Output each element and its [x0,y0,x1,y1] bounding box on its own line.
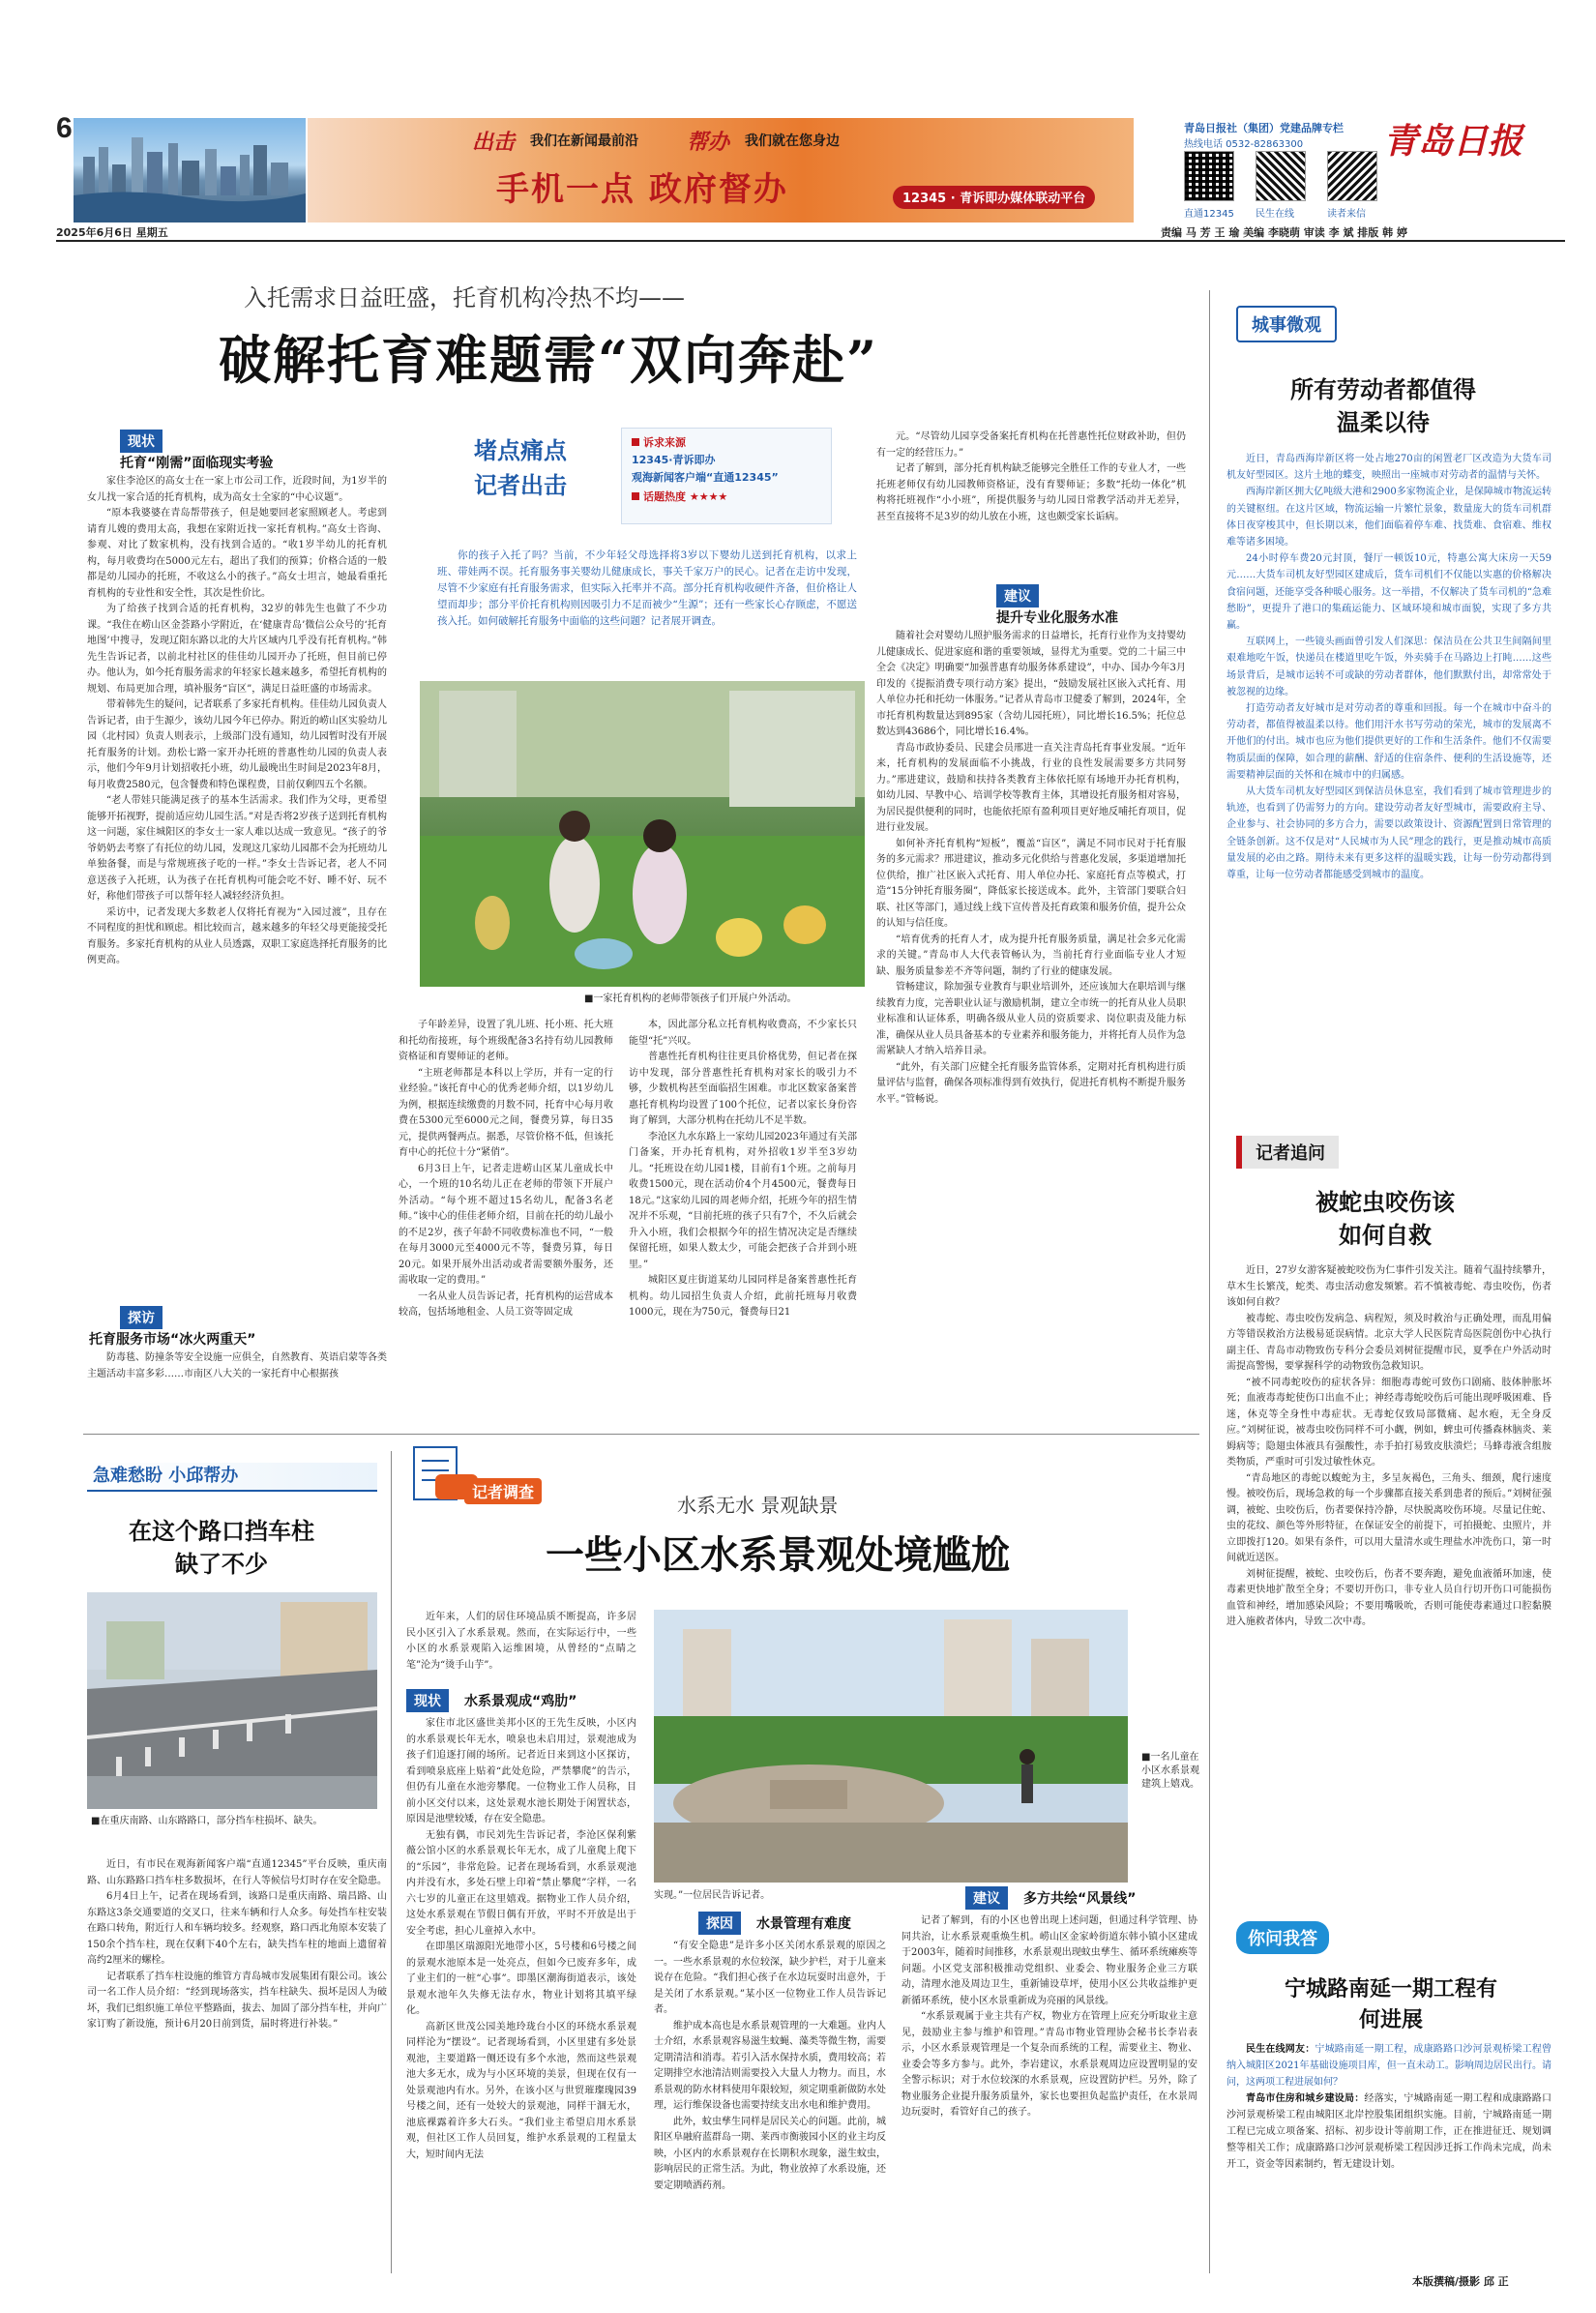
water-advice-body [901,1913,1197,2264]
followup-body [1227,1263,1552,1902]
followup-title: 被蛇虫咬伤该如何自救 [1315,1188,1455,1249]
header-skyline-image [74,118,306,222]
water-sub-advice: 多方共绘“风景线” [1023,1891,1137,1907]
paragraph: “此外，有关部门应健全托育服务监管体系，定期对托育机构进行质量评估与监督，确保各项标准得到有效执行，促进托育机构不断提升服务水平。”管畅说。 [876,1061,1186,1105]
header-rule [56,240,1565,242]
source-label: 诉求来源 [632,434,821,450]
paragraph: 近日，27岁女游客疑被蛇咬伤为仁事件引发关注。随着气温持续攀升，草木生长繁茂，蛇类、毒虫活动愈发频繁。若不慎被毒蛇、毒虫咬伤，伤者该如何自救？ [1227,1265,1552,1308]
qr-code-icon[interactable] [1327,151,1377,201]
help-tag [87,1463,377,1492]
column-tag-city [1236,306,1337,342]
paragraph: 近日，有市民在观海新闻客户端“直通12345”平台反映，重庆南路、山东路路口挡车柱多数损坏，在行人等候信号灯时存在安全隐患。 [87,1859,387,1886]
paragraph: 采访中，记者发现大多数老人仅将托育视为“入园过渡”，且存在不同程度的担忧和顾虑。相比较而言，越来越多的年轻父母更能接受托育服务。多家托育机构的从业人员透露，双职工家庭选择托育服务的比例更高。 [87,906,387,965]
lead-advice-body [876,629,1186,1422]
qr-label: 读者来信 [1327,209,1366,220]
section-tag-status: 现状 [120,430,163,453]
hotspot-title-2: 记者出击 [474,472,567,499]
paragraph: 近年来，人们的居住环境品质不断提高，许多居民小区引入了水系景观。然而，在实际运行中，一些小区的水系景观陷入运维困境，从曾经的“点睛之笔”沦为“烫手山芋”。 [406,1612,636,1671]
qr-label: 民生在线 [1256,209,1294,220]
paragraph: “青岛地区的毒蛇以蝮蛇为主，多呈灰褐色，三角头、细颈，爬行速度慢。被咬伤后，现场急救的每一个步骤都直接关系到患者的预后。”刘树征强调，被蛇、虫咬伤后，伤者要保持冷静，尽快脱离咬伤环境。尽量记住蛇、虫的花纹、颜色等外形特征，在保证安全的前提下，可拍摄蛇、虫照片，并立即拨打120。如果有条件，可以用大量清水或生理盐水冲洗伤口，第一时间就近送医。 [1227,1472,1552,1563]
paragraph: “老人带娃只能满足孩子的基本生活需求。我们作为父母，更希望能够开拓视野，提前适应幼儿园生活。”对是否将2岁孩子送到托育机构这一问题，家住城阳区的李女士一家人难以达成一致意见。“孩子的爷爷奶奶去考察了有托位的幼儿园，发现这几家幼儿园都不会为托班幼儿单独备餐，而是与常规班孩子吃的一样。”李女士告诉记者，老人不同意送孩子入托班，认为孩子在托育机构可能会吃不好、睡不好、玩不好，称他们带孩子可以帮年轻人减轻经济负担。 [87,795,387,902]
hotspot-title-1: 堵点痛点 [474,437,567,464]
paragraph: 为了给孩子找到合适的托育机构，32岁的韩先生也做了不少功课。“我住在崂山区金荟路小学附近，在‘健康青岛’微信公众号的‘托育地图’中搜寻，发现辽阳东路以北的大片区域内几乎没有托育机构。”韩先生告诉记者，以前北村社区的佳佳幼儿园开办了托班，但目前已停办。他认为，如今托育服务需求的年轻家长越来越多，希望托育机构的规划、布局更加合理，填补服务“盲区”，满足日益旺盛的市场需求。 [87,604,387,695]
masthead-logo: 青岛日报 [1383,121,1523,162]
staff-credits: 责编 马 芳 王 瑜 美编 李晓萌 审读 李 斌 排版 韩 婷 [1161,226,1407,239]
opinion-body [1227,451,1552,1234]
paragraph: 记者了解到，部分托育机构缺乏能够完全胜任工作的专业人才，一些托班老师仅有幼儿园教师资格证，没有育婴师证；多数“托幼一体化”机构将托班视作“小小班”，所提供服务与幼儿园日常教学活动并无差异，甚至直接将不足3岁的幼儿放在小班，这也颇受家长诟病。 [876,463,1186,522]
banner-slogan-go-text: 我们在新闻最前沿 [530,133,638,149]
investigation-tag-text: 记者调查 [464,1478,542,1504]
column-divider [391,1451,392,2273]
lead-kicker: 入托需求日益旺盛，托育机构冷热不均—— [244,284,685,311]
paragraph: “原本我婆婆在青岛帮带孩子，但是她要回老家照顾老人。考虑到请育儿嫂的费用太高，我想在家附近找一家托育机构。”高女士咨询、参观、对比了数家机构，没有找到合适的。“收1岁半幼儿的托育机构，每月收费均在5000元左右，超出了我们的预算；价格合适的一般都是幼儿园办的托班，不收这么小的孩子。”高女士坦言，她最看重托育机构的专业性和安全性，其次是性价比。 [87,508,387,599]
lead-headline: 破解托育难题需“双向奔赴” [219,329,879,391]
paragraph: 高新区世茂公园美地玲珑台小区的环绕水系景观同样沦为“摆设”。记者现场看到，小区里建有多处景观池，主要道路一侧还设有多个水池，然而这些景观池大多无水，成为与小区环境的美景，但现在仅有一处景观池内有水。另外，在该小区与世贸璀璨瑰园39号楼之间，还有一处较大的景观池，同样干涸无水，池底裸露着许多大石头。“我们业主希望启用水系景观，但社区工作人员回复，维护水系景观的工程量太大，短时间内无法 [406,2021,636,2160]
page-number: 6 [56,112,73,144]
qr-code-icon[interactable] [1184,151,1234,201]
paragraph: 本，因此部分私立托育机构收费高，不少家长只能望“托”兴叹。 [629,1020,857,1047]
banner-slogan-help: 帮办 [687,130,730,155]
bollard-photo [87,1592,377,1809]
paragraph: 近日，青岛西海岸新区将一处占地270亩的闲置老厂区改造为大货车司机友好型园区。这片土地的蝶变，映照出一座城市对劳动者的温情与关怀。 [1227,454,1552,482]
banner-slogan-help-text: 我们就在您身边 [745,133,840,149]
paragraph: 6月3日上午，记者走进崂山区某儿童成长中心，一个班的10名幼儿正在老师的带领下开展户外活动。“每个班不超过15名幼儿，配备3名老师。”该中心的佳佳老师介绍，目前在托的幼儿最小的不足2岁，孩子年龄不同收费标准也不同，“一般在每月3000元至4000元不等，餐费另算，每日20元。如果开展外出活动或者需要额外服务，还需收取一定的费用。” [399,1163,613,1286]
paragraph: 维护成本高也是水系景观管理的一大难题。业内人士介绍，水系景观容易滋生蚊蝇、藻类等微生物，需要定期清洁和消毒。若引入活水保持水质，费用较高；若定期排空水池清洁则需要投入大量人力物力。而且，水系景观的防水材料使用年限较短，须定期重新做防水处理，运行维保设备也需要持续支出水电和维护费用。 [654,2020,886,2111]
column-tag-text: 城事微观 [1252,315,1321,336]
opinion-title: 所有劳动者都值得温柔以待 [1290,375,1476,436]
qr-group [1184,151,1387,221]
hotline: 热线电话 0532-82863300 [1184,139,1304,150]
section-tag-advice: 建议 [996,584,1039,608]
water-status-body-cont [654,1888,876,1908]
followup-tag [1236,1136,1339,1169]
paragraph: 在即墨区瑞源阳光地带小区，5号楼和6号楼之间的景观水池原本是一处亮点，但如今已废弃多年，成了业主们的一桩“心事”。即墨区潮海街道表示，该处景观水池年久失修无法存水，物业计划将其填平绿化。 [406,1942,636,2016]
water-kicker: 水系无水 景观缺景 [677,1494,839,1517]
qr-code-icon[interactable] [1256,151,1306,201]
paragraph: 被毒蛇、毒虫咬伤发病急、病程短，须及时救治与正确处理，而乱用偏方等错误救治方法极易延误病情。北京大学人民医院青岛医院创伤中心执行副主任、青岛市动物致伤专科分会委员刘树征提醒市民，夏季在户外活动时需提高警惕，要掌握科学的动物致伤急救知识。 [1227,1313,1552,1372]
daycare-photo [420,681,865,987]
paragraph: 打造劳动者友好城市是对劳动者的尊重和回报。每一个在城市中奋斗的劳动者，都值得被温柔以待。他们用汗水书写劳动的荣光，城市的发展离不开他们的付出。城市也应为他们提供更好的工作和生活条件。他们不仅需要物质层面的保障，如合理的薪酬、舒适的住宿条件、便利的生活设施等，还需要精神层面的关怀和在城市中的归属感。 [1227,703,1552,781]
page-credit: 本版撰稿/摄影 邱 正 [1412,2275,1509,2288]
paragraph: “被不同毒蛇咬伤的症状各异：细胞毒毒蛇可致伤口剧痛、肢体肿胀坏死；血液毒毒蛇使伤口出血不止；神经毒毒蛇咬伤后可能出现呼吸困难、昏迷，休克等全身性中毒症状。无毒蛇仅致局部微痛、起水疱，无全身反应。”刘树征说，被毒虫咬伤同样不可小觑，例如，蜱虫可传播森林脑炎、莱姆病等；隐翅虫体液具有强酸性，赤手拍打易致皮肤溃烂；马蜂毒液含组胺类物质，严重时可引发过敏性休克。 [1227,1377,1552,1468]
paragraph: “主班老师都是本科以上学历，并有一定的行业经验。”该托育中心的优秀老师介绍，以1岁幼儿为例，根据连续缴费的月数不同，托育中心每月收费在5300元至6000元之间，餐费另算，每日35元，提供两餐两点。据悉，尽管价格不低，但该托育中心的托位十分“紧俏”。 [399,1067,613,1158]
paragraph: 实现。”一位居民告诉记者。 [654,1890,771,1901]
qa-question: 民生在线网友：宁城路南延一期工程，成康路路口沙河景观桥梁工程曾纳入城阳区2021年基础设施项目库，但一直未动工。影响周边居民出行。请问，这两项工程进展如何？ [1227,2044,1552,2088]
paragraph: 从大货车司机友好型园区到保洁员休息室，我们看到了城市管理进步的轨迹，也看到了仍需努力的方向。建设劳动者友好型城市，需要政府主导、企业参与、社会协同的多方合力，需要以政策设计、资源配置到日常管理的全链条创新。这不仅是对“人民城市为人民”理念的践行，更是推动城市高质量发展的必由之路。期待未来有更多这样的温暖实践，让每一份劳动都得到尊重，让每一位劳动者都能感受到城市的温度。 [1227,786,1552,881]
lead-mid-col-2 [629,1018,857,1424]
paragraph: 青岛市政协委员、民建会员邢进一直关注青岛托育事业发展。“近年来，托育机构的发展面临不小挑战，行业的良性发展需要多方共同努力。”邢进建议，鼓励和扶持各类教育主体依托原有场地开办托育机构，如幼儿园、早教中心、培训学校等教育主体，其增设托育服务相对容易，为居民提供便利的同时，也能依托原有盈利项目更好地反哺托育项目，促进行业发展。 [876,742,1186,833]
section-subhead-status: 托育“刚需”面临现实考验 [120,456,274,471]
banner-platform-badge: 12345 · 青诉即办媒体联动平台 [893,186,1095,209]
paragraph: 城阳区夏庄街道某幼儿园同样是备案普惠性托育机构。幼儿园招生负责人介绍，此前托班每月收费1000元，现在为750元，餐费每日21 [629,1275,857,1318]
paragraph: 随着社会对婴幼儿照护服务需求的日益增长，托育行业作为支持婴幼儿健康成长、促进家庭和谐的重要领域，显得尤为重要。党的二十届三中全会《决定》明确要“加强普惠育幼服务体系建设”，中办、国办今年3月印发的《提振消费专项行动方案》提出，“鼓励发展社区嵌入式托育、用人单位办托和托幼一体服务。”记者从青岛市卫健委了解到，2024年，全市托育机构数量达到895家（含幼儿园托班），同比增长16.5%；托位总数达到43686个，同比增长16.4%。 [876,631,1186,737]
qa-title: 宁城路南延一期工程有何进展 [1284,1976,1497,2032]
water-tag-advice: 建议 [965,1886,1008,1910]
header-banner [308,118,1134,222]
bollard-body [87,1857,387,2264]
help-tag-text: 急难愁盼 小邱帮办 [93,1466,239,1486]
qr-label: 直通12345 [1184,209,1234,220]
paragraph: 如何补齐托育机构“短板”，覆盖“盲区”，满足不同市民对于托育服务的多元需求？邢进建议，推动多元化供给与普惠化发展，多渠道增加托位供给，推广社区嵌入式托育、用人单位办托、家庭托育点等模式，打造“15分钟托育服务圈”，降低家长接送成本。此外，主管部门要联合妇联、社区等部门，通过线上线下宣传普及托育政策和服务价值，提升公众的认知与信任度。 [876,838,1186,929]
source-line: 观海新闻客户端“直通12345” [632,471,779,484]
qa-tag [1236,1921,1329,1954]
paragraph: “水系景观属于业主共有产权，物业方在管理上应充分听取业主意见，鼓励业主参与维护和管理。”青岛市物业管理协会秘书长李岩表示，小区水系景观管理是一个复杂而系统的工程，需要业主、物业、业委会等多方参与。此外，李岩建议，水系景观周边应设置明显的安全警示标识；对于水位较深的水系景观，应设置防护栏。另外，除了物业服务企业提升服务质量外，家长也要担负起监护责任，在水景周边玩耍时，看管好自己的孩子。 [901,2011,1197,2118]
lead-right-col-top [876,430,1186,571]
source-line: 12345·青诉即办 [632,454,716,466]
paragraph: 记者了解到，有的小区也曾出现上述问题，但通过科学管理、协同共治，让水系景观重焕生机。崂山区金家岭街道东韩小镇小区建成于2003年，随着时间推移，水系景观出现蚊虫孳生、循环系统瘫痪等问题。小区党支部积极推动党组织、业委会、物业服务企业三方联动，清理水池及周边卫生，重新铺设草坪，使用小区公共收益维护更新循环系统，使小区水景重新成为亮丽的风景线。 [901,1915,1197,2006]
water-status-body [406,1716,636,2264]
paragraph: 6月4日上午，记者在现场看到，该路口是重庆南路、瑞昌路、山东路这3条交通要道的交叉口，往来车辆和行人众多。每处挡车柱安装在路口转角，附近行人和车辆均较多。经观察，路口西北角原本安装了150余个挡车柱，现在仅剩下40个左右，缺失挡车柱的地面上遗留着高约2厘米的螺栓。 [87,1891,387,1966]
water-tag-status: 现状 [406,1689,449,1712]
paragraph: 此外，蚊虫孳生同样是居民关心的问题。此前，城阳区阜融府蓝群岛一期、莱西市衡骏园小区的业主均反映，小区内的水系景观存在长期积水现象，滋生蚊虫，影响居民的正常生活。为此，物业放掉了水系设施，还要定期喷洒药剂。 [654,2116,886,2191]
issue-date: 2025年6月6日 星期五 [56,226,168,239]
heat-label: 话题热度 ★★★★ [632,489,821,504]
paragraph: 记者联系了挡车柱设施的维管方青岛城市发展集团有限公司。该公司一名工作人员介绍：“经到现场落实，挡车柱缺失、损坏是因人为破坏，我们已组织施工单位平整路面，拔去、加固了部分挡车柱，并向广家订购了新设施，预计6月20日前到货，届时将进行补装。” [87,1971,387,2030]
water-sub-cause: 水景管理有难度 [756,1916,851,1932]
paragraph: 刘树征提醒，被蛇、虫咬伤后，伤者不要奔跑，避免血液循环加速，使毒素更快地扩散至全身；不要切开伤口，非专业人员自行切开伤口可能损伤血管和神经，增加感染风险；不要用嘴吸吮，否则可能使毒素通过口腔黏膜进入施救者体内，导致二次中毒。 [1227,1568,1552,1627]
bollard-title: 在这个路口挡车柱缺了不少 [129,1517,314,1578]
water-cause-body [654,1939,886,2264]
qa-tag-text: 你问我答 [1248,1929,1317,1949]
paragraph: 一名从业人员告诉记者，托育机构的运营成本较高，包括场地租金、人员工资等固定成 [399,1290,613,1318]
lead-visit-body [87,1350,387,1397]
paragraph: 家住李沧区的高女士在一家上市公司工作，近段时间，为1岁半的女儿找一家合适的托育机构，成为高女士全家的“中心议题”。 [87,476,387,503]
brand-subtitle: 青岛日报社（集团）党建品牌专栏 [1184,122,1344,134]
paragraph: 西海岸新区拥大亿吨级大港和2900多家物流企业，是保障城市物流运转的关键枢纽。在这片区域，物流运输一片繁忙景象，数量庞大的货车司机群体日夜穿梭其中，但长期以来，他们面临着停车难、找货难、食宿难、维权难等诸多困境。 [1227,487,1552,549]
paragraph: 管畅建议，除加强专业教育与职业培训外，还应该加大在职培训与继续教育力度，完善职业认证与激励机制，建立全市统一的托育从业人员职业标准和认证体系，明确各级从业人员的资质要求、岗位职责及能力标准，确保从业人员具备基本的专业素养和服务能力，并将托育人员作为急需紧缺人才纳入培养目录。 [876,982,1186,1056]
water-headline: 一些小区水系景观处境尴尬 [546,1532,1010,1578]
column-divider [1209,290,1210,2273]
water-feature-photo [654,1610,1128,1883]
paragraph: 子年龄差异，设置了乳儿班、托小班、托大班和托幼衔接班，每个班级配备3名持有幼儿园教师资格证和育婴师证的老师。 [399,1020,613,1062]
water-tag-cause: 探因 [698,1912,741,1935]
paragraph: “有安全隐患”是许多小区关闭水系景观的原因之一。一些水系景观的水位较深，缺少护栏，对于儿童来说存在危险。“我们担心孩子在水边玩耍时出意外，于是关闭了水系景观。”某小区一位物业工作人员告诉记者。 [654,1941,886,2015]
paragraph: 无独有偶，市民刘先生告诉记者，李沧区保利紫薇公馆小区的水系景观长年无水，成了儿童爬上爬下的“乐园”，非常危险。记者在现场看到，水系景观池内并没有水，多处石壁上印着“禁止攀爬”字样，一名六七岁的儿童正在这里嬉戏。据物业工作人员介绍，这处水系景观在节假日偶有开放，平时不开放是出于安全考虑，担心儿童掉入水中。 [406,1829,636,1937]
water-photo-caption: ■一名儿童在小区水系景观建筑上嬉戏。 [1141,1752,1199,1790]
lead-status-body [87,474,387,1451]
paragraph: 互联网上，一些镜头画面曾引发人们深思：保洁员在公共卫生间隔间里艰难地吃午饭，快递员在楼道里吃午饭，外卖骑手在马路边上打盹……这些场景背后，是城市运转不可或缺的劳动者群体，他们默默付出，却常常处于被忽视的边缘。 [1227,637,1552,697]
banner-slogan-go: 出击 [472,130,516,155]
qa-body [1227,2041,1552,2264]
lead-intro: 你的孩子入托了吗？当前，不少年轻父母选择将3岁以下婴幼儿送到托育机构，以求上班、带娃两不误。托育服务事关婴幼儿健康成长，事关千家万户的民心。记者在走访中发现，尽管不少家庭有托育服务需求，但实际入托率并不高。部分托育机构收硬件齐备，但价格让人望而却步；部分平价托育机构则因吸引力不足而被少“生源”；还有一些家长心存顾虑，不愿送孩入托。如何破解托育服务中面临的这些问题？记者展开调查。 [437,549,857,627]
qa-answer: 青岛市住房和城乡建设局：经落实，宁城路南延一期工程和成康路路口沙河景观桥梁工程由城阳区北岸控股集团组织实施。目前，宁城路南延一期工程已完成立项备案、招标、初步设计等前期工作，正在推进征迁、规划调整等相关工作；成康路路口沙河景观桥梁工程因涉迁拆工作尚未完成，尚未开工，资金等因素制约，暂无建设计划。 [1227,2093,1552,2170]
heat-stars: ★★★★ [689,490,728,503]
water-sub-status: 水系景观成“鸡肋” [464,1694,577,1709]
paragraph: 家住市北区盛世美邦小区的王先生反映，小区内的水系景观长年无水，喷泉也未启用过，景观池成为孩子们追逐打闹的场所。记者近日来到这小区探访，看到喷泉底座上贴着“此处危险，严禁攀爬”的告示，但仍有儿童在水池旁攀爬。一位物业工作人员称，目前小区交付以来，这处景观水池长期处于闲置状态，原因是池壁较矮，存在安全隐患。 [406,1718,636,1824]
paragraph: 普惠性托育机构往往更具价格优势，但记者在探访中发现，部分普惠性托育机构对家长的吸引力不够，少数机构甚至面临招生困难。市北区数家备案普惠托育机构均设置了100个托位，记者以家长身份咨询了解到，大部分机构在托幼儿不足半数。 [629,1052,857,1126]
hotspot-box [466,431,611,511]
followup-tag-text: 记者追问 [1256,1143,1325,1164]
paragraph: “培育优秀的托育人才，成为提升托育服务质量，满足社会多元化需求的关键。”青岛市人大代表管畅认为，当前托育行业面临专业人才短缺、服务质量参差不齐等问题，制约了行业的健康发展。 [876,934,1186,977]
section-divider [83,1434,1199,1435]
paragraph: 防毒毯、防撞条等安全设施一应俱全，自然教育、英语启蒙等各类主题活动丰富多彩……市南区八大关的一家托育中心根据孩 [87,1352,387,1379]
paragraph: 24小时停车费20元封顶，餐厅一顿饭10元，特惠公寓大床房一天59元……大货车司机友好型园区建成后，货车司机们不仅能以实惠的价格解决食宿问题，还能享受各种暖心服务。这一举措，不仅解决了货车司机的“急难愁盼”，更提升了港口的集疏运能力、区域环境和城市面貌，实现了多方共赢。 [1227,553,1552,632]
section-subhead-visit: 托育服务市场“冰火两重天” [89,1332,256,1348]
water-intro [406,1610,636,1677]
section-subhead-advice: 提升专业化服务水准 [996,610,1118,626]
bollard-photo-caption: ■在重庆南路、山东路路口，部分挡车柱损坏、缺失。 [91,1816,323,1826]
photo-caption: ■一家托育机构的老师带领孩子们开展户外活动。 [584,993,797,1004]
lead-mid-col-1 [399,1018,613,1424]
banner-main-title: 手机一点 政府督办 [496,170,788,209]
paragraph: 带着韩先生的疑问，记者联系了多家托育机构。佳佳幼儿园负责人告诉记者，由于生源少，该幼儿园今年已停办。附近的崂山区实验幼儿园（北村园）负责人则表示，上级部门没有通知，幼儿园暂时没有开展托育服务的计划。劲松七路一家开办托班的普惠性幼儿园的负责人表示，他们今年9月计划招收托小班，幼儿最晚出生时间是2023年8月，每月收费2580元，包含餐费和特色课程费，目前仅剩四五个名额。 [87,699,387,790]
paragraph: 元。“尽管幼儿园享受备案托育机构在托普惠性托位财政补助，但仍有一定的经营压力。” [876,431,1186,459]
investigation-tag [406,1441,580,1515]
section-tag-visit: 探访 [120,1306,163,1329]
paragraph: 李沧区九水东路上一家幼儿园2023年通过有关部门备案，开办托育机构，对外招收1岁半至3岁幼儿。“托班设在幼儿园1楼，目前有1个班。之前每月收费1500元，现在活动价4个月4500元，餐费每日18元。”这家幼儿园的周老师介绍，托班今年的招生情况并不乐观，“目前托班的孩子只有7个，不久后就会升入小班，我们会根据今年的招生情况决定是否继续保留托班，如果人数太少，可能会把孩子合并到小班里。” [629,1131,857,1270]
source-box [621,428,832,524]
